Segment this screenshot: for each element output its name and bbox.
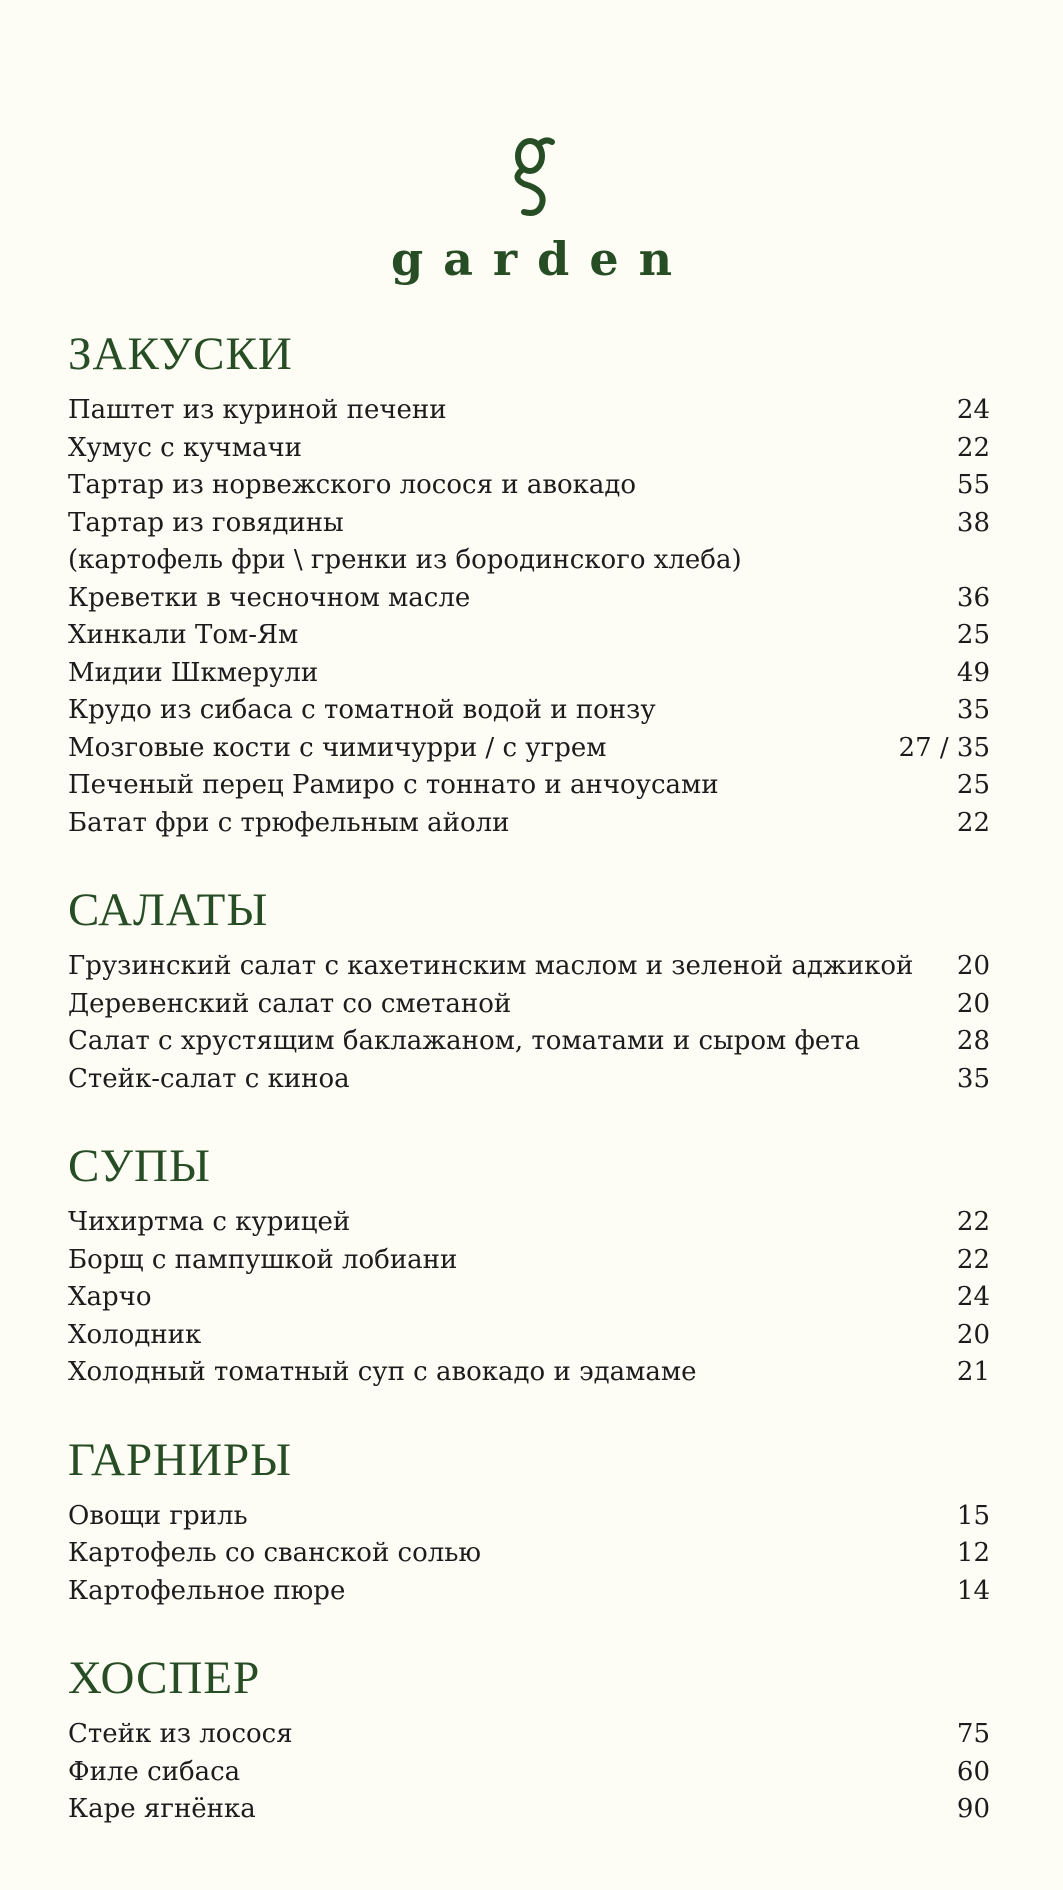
item-name: Хинкали Том-Ям — [68, 620, 299, 650]
item-name: Грузинский салат с кахетинским маслом и зеленой аджикой — [68, 951, 914, 981]
menu-item — [68, 986, 990, 1024]
menu-item — [68, 767, 990, 805]
menu-section — [68, 1434, 990, 1611]
item-price: 60 — [956, 1756, 990, 1787]
item-name: Тартар из говядины — [68, 507, 344, 538]
item-name: Овощи гриль — [68, 1500, 248, 1531]
item-name: Хумус с кучмачи — [68, 432, 302, 463]
g-monogram-icon — [0, 130, 1063, 225]
item-name: Борщ с пампушкой лобиани — [68, 1244, 458, 1275]
item-price: 24 — [956, 395, 990, 425]
menu-item — [68, 1242, 990, 1280]
item-price: 28 — [956, 1026, 990, 1056]
menu-item — [68, 1354, 990, 1392]
item-price: 22 — [956, 807, 990, 838]
item-name: Харчо — [68, 1282, 152, 1312]
item-name: Деревенский салат со сметаной — [68, 988, 512, 1019]
item-name: Чихиртма с курицей — [68, 1207, 351, 1237]
menu-item — [68, 1573, 990, 1611]
menu-item — [68, 805, 990, 843]
item-price: 20 — [956, 1319, 990, 1350]
section-title: ГАРНИРЫ — [68, 1433, 293, 1486]
item-price: 25 — [956, 620, 990, 650]
menu-section — [68, 1140, 990, 1392]
section-title: САЛАТЫ — [68, 884, 269, 936]
item-name: Стейк из лосося — [68, 1719, 293, 1749]
menu-item — [68, 392, 990, 430]
item-name: Батат фри с трюфельным айоли — [68, 807, 510, 838]
menu-item — [68, 1716, 990, 1754]
menu-item — [68, 580, 990, 618]
item-name: Мидии Шкмерули — [68, 657, 319, 688]
item-name: Стейк-салат с киноа — [68, 1063, 350, 1094]
item-price: 55 — [956, 470, 990, 500]
section-title: ЗАКУСКИ — [68, 328, 293, 380]
item-name: Картофель со сванской солью — [68, 1538, 482, 1568]
item-price: 38 — [956, 507, 990, 538]
item-name: Филе сибаса — [68, 1756, 241, 1787]
section-title: СУПЫ — [68, 1140, 211, 1192]
menu-item — [68, 730, 990, 768]
item-price: 15 — [956, 1500, 990, 1531]
section-title: ХОСПЕР — [68, 1652, 261, 1704]
menu-item — [68, 948, 990, 986]
item-price: 14 — [956, 1575, 990, 1606]
menu-item — [68, 1061, 990, 1099]
item-price: 35 — [956, 695, 990, 725]
menu-item — [68, 1279, 990, 1317]
menu-item — [68, 430, 990, 468]
item-price: 21 — [956, 1357, 990, 1387]
menu-item — [68, 1498, 990, 1536]
menu-item — [68, 655, 990, 693]
item-name: Крудо из сибаса с томатной водой и понзу — [68, 695, 656, 725]
item-price: 75 — [956, 1719, 990, 1749]
menu-item — [68, 1754, 990, 1792]
item-price: 24 — [956, 1282, 990, 1312]
item-price: 20 — [956, 988, 990, 1019]
menu-item — [68, 1317, 990, 1355]
item-name: Каре ягнёнка — [68, 1794, 256, 1824]
item-name: Печеный перец Рамиро с тоннато и анчоусами — [68, 770, 719, 800]
brand-wordmark: garden — [390, 232, 693, 286]
item-name: Креветки в чесночном масле — [68, 582, 471, 613]
menu-section — [68, 884, 990, 1098]
item-price: 35 — [956, 1063, 990, 1094]
item-price: 20 — [956, 951, 990, 981]
menu-sections — [68, 328, 990, 1871]
item-name: Тартар из норвежского лосося и авокадо — [68, 470, 637, 500]
menu-section — [68, 1652, 990, 1829]
menu-item — [68, 467, 990, 505]
menu-item — [68, 1204, 990, 1242]
item-price: 22 — [956, 432, 990, 463]
item-name: Мозговые кости с чимичурри / с угрем — [68, 732, 607, 763]
item-name: Картофельное пюре — [68, 1575, 346, 1606]
menu-item — [68, 505, 990, 543]
item-price: 36 — [956, 582, 990, 613]
menu-item — [68, 1023, 990, 1061]
menu-item — [68, 692, 990, 730]
item-price: 12 — [956, 1538, 990, 1568]
menu-item — [68, 1535, 990, 1573]
item-price: 25 — [956, 770, 990, 800]
item-name: Холодник — [68, 1319, 202, 1350]
item-price: 90 — [956, 1794, 990, 1824]
item-name: Салат с хрустящим баклажаном, томатами и сыром фета — [68, 1026, 861, 1056]
item-price: 22 — [956, 1207, 990, 1237]
menu-section — [68, 328, 990, 842]
item-price: 22 — [956, 1244, 990, 1275]
item-note: (картофель фри \ гренки из бородинского хлеба) — [68, 545, 742, 575]
menu-item — [68, 1791, 990, 1829]
item-price: 49 — [956, 657, 990, 688]
item-price: 27 / 35 — [898, 732, 990, 763]
menu-item — [68, 617, 990, 655]
item-name: Паштет из куриной печени — [68, 395, 447, 425]
item-name: Холодный томатный суп с авокадо и эдамаме — [68, 1357, 697, 1387]
